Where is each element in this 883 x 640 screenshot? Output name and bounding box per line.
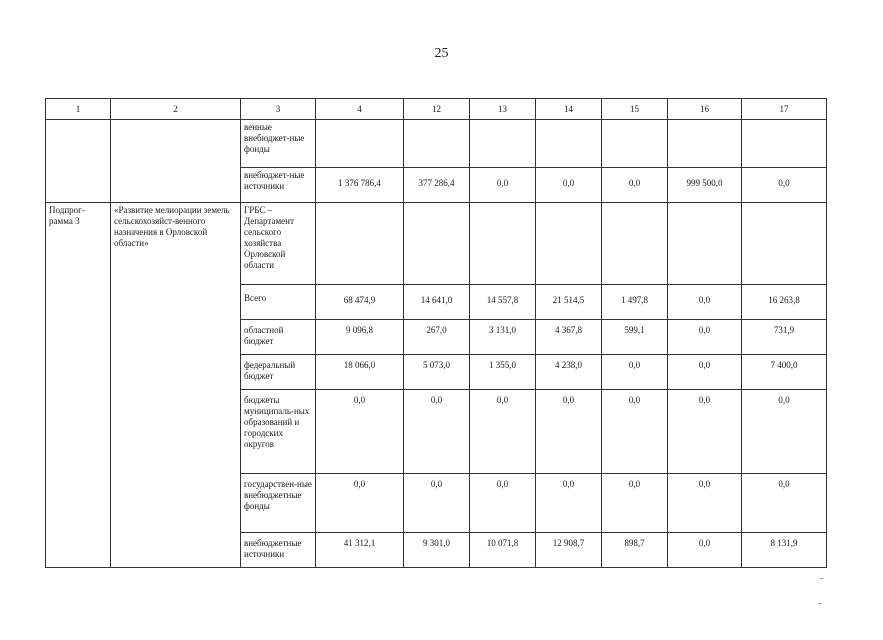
value-cell [536, 203, 602, 285]
value-cell: 0,0 [602, 168, 668, 203]
value-cell: 41 312,1 [316, 533, 404, 568]
subprogram-code: Подпрог-рамма 3 [46, 203, 111, 568]
value-cell: 0,0 [742, 474, 827, 533]
header-row [46, 99, 827, 120]
value-cell: 377 286,4 [404, 168, 470, 203]
header-cell: 14 [536, 99, 602, 120]
scan-speck [820, 578, 823, 579]
value-cell: 5 073,0 [404, 355, 470, 390]
empty-cell [46, 120, 111, 203]
row-label: внебюджетные источники [241, 533, 316, 568]
value-cell [536, 120, 602, 168]
value-cell: 0,0 [470, 390, 536, 474]
row-label: венные внебюджет-ные фонды [241, 120, 316, 168]
value-cell: 12 908,7 [536, 533, 602, 568]
value-cell: 14 641,0 [404, 285, 470, 320]
header-cell: 15 [602, 99, 668, 120]
value-cell: 16 263,8 [742, 285, 827, 320]
value-cell [316, 120, 404, 168]
row-label: федеральный бюджет [241, 355, 316, 390]
value-cell [602, 120, 668, 168]
header-cell: 3 [241, 99, 316, 120]
value-cell: 4 367,8 [536, 320, 602, 355]
value-cell: 0,0 [668, 285, 742, 320]
header-cell: 1 [46, 99, 111, 120]
value-cell: 8 131,9 [742, 533, 827, 568]
value-cell: 0,0 [668, 474, 742, 533]
header-cell: 17 [742, 99, 827, 120]
value-cell: 599,1 [602, 320, 668, 355]
value-cell [668, 203, 742, 285]
value-cell: 4 238,0 [536, 355, 602, 390]
row-label: внебюджет-ные источники [241, 168, 316, 203]
value-cell: 0,0 [470, 168, 536, 203]
value-cell: 0,0 [536, 390, 602, 474]
value-cell: 0,0 [668, 355, 742, 390]
header-cell: 12 [404, 99, 470, 120]
empty-cell [111, 120, 241, 203]
value-cell: 9 301,0 [404, 533, 470, 568]
value-cell: 0,0 [742, 390, 827, 474]
value-cell [404, 120, 470, 168]
header-cell: 13 [470, 99, 536, 120]
value-cell: 999 500,0 [668, 168, 742, 203]
header-cell: 2 [111, 99, 241, 120]
page-number: 25 [434, 46, 449, 61]
value-cell: 0,0 [602, 474, 668, 533]
header-cell: 16 [668, 99, 742, 120]
value-cell: 7 400,0 [742, 355, 827, 390]
row-label: бюджеты муниципаль-ных образований и городских округов [241, 390, 316, 474]
value-cell [470, 203, 536, 285]
header-cell: 4 [316, 99, 404, 120]
value-cell: 0,0 [668, 390, 742, 474]
value-cell: 0,0 [316, 474, 404, 533]
value-cell: 0,0 [536, 168, 602, 203]
value-cell: 10 071,8 [470, 533, 536, 568]
value-cell [316, 203, 404, 285]
value-cell: 731,9 [742, 320, 827, 355]
value-cell [404, 203, 470, 285]
budget-table [45, 98, 827, 568]
value-cell: 0,0 [404, 474, 470, 533]
value-cell [602, 203, 668, 285]
value-cell: 0,0 [602, 355, 668, 390]
value-cell: 0,0 [316, 390, 404, 474]
value-cell: 68 474,9 [316, 285, 404, 320]
value-cell [742, 120, 827, 168]
value-cell: 0,0 [470, 474, 536, 533]
value-cell: 898,7 [602, 533, 668, 568]
value-cell: 267,0 [404, 320, 470, 355]
row-label: государствен-ные внебюджетные фонды [241, 474, 316, 533]
subprogram-name: «Развитие мелиорации земель сельскохозяйст-венного назначения в Орловской области» [111, 203, 241, 568]
value-cell [742, 203, 827, 285]
row-label: Всего [241, 285, 316, 320]
value-cell: 0,0 [668, 320, 742, 355]
row-label: ГРБС – Департамент сельского хозяйства Орловской области [241, 203, 316, 285]
value-cell [668, 120, 742, 168]
value-cell [470, 120, 536, 168]
value-cell: 1 355,0 [470, 355, 536, 390]
value-cell: 0,0 [668, 533, 742, 568]
value-cell: 0,0 [742, 168, 827, 203]
value-cell: 21 514,5 [536, 285, 602, 320]
table-row [46, 203, 827, 285]
value-cell: 18 066,0 [316, 355, 404, 390]
value-cell: 0,0 [602, 390, 668, 474]
value-cell: 1 376 786,4 [316, 168, 404, 203]
value-cell: 0,0 [404, 390, 470, 474]
scan-speck [818, 603, 821, 604]
value-cell: 3 131,0 [470, 320, 536, 355]
value-cell: 1 497,8 [602, 285, 668, 320]
table-row [46, 120, 827, 168]
row-label: областной бюджет [241, 320, 316, 355]
value-cell: 14 557,8 [470, 285, 536, 320]
value-cell: 0,0 [536, 474, 602, 533]
value-cell: 9 096,8 [316, 320, 404, 355]
